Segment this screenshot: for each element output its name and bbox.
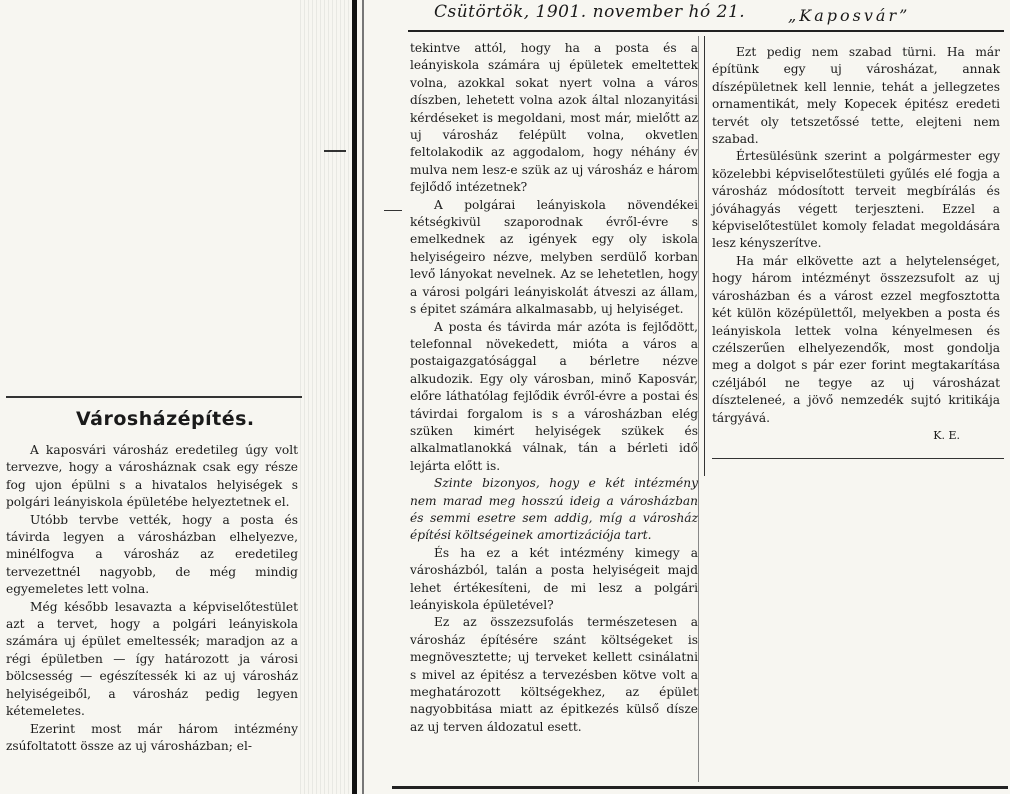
left-paragraph: A kaposvári városház eredetileg úgy volt tervezve, hogy a városháznak csak egy része fog ujon épülni s a hivatalos helyiségek s polgári leányiskola épületébe helyeztetnek el. bbox=[6, 443, 298, 510]
right-paragraph: Ha már elkövette azt a helytelenséget, hogy három intézményt összezsufolt az uj városházban és a várost ezzel megfosztotta két külön középülettől, melyekben a posta és leányiskola lettek volna kényelmesen és czélszerűen elhelyezendők, most gondolja meg a dolgot s pár ezer forint megtakarítása czéljából ne tegye az uj városházat díszteleneé, a jövő nemzedék sujtó kritikája tárgyává. bbox=[712, 253, 1000, 425]
mid-bottom-rule bbox=[392, 786, 1008, 789]
right-column bbox=[712, 44, 1000, 444]
left-margin-mark-2 bbox=[384, 210, 402, 211]
right-box-bottom bbox=[712, 458, 1004, 459]
header-rule bbox=[408, 30, 1004, 32]
middle-column bbox=[410, 40, 698, 736]
scan-noise bbox=[300, 0, 350, 794]
mid-paragraph: Ez az összezsufolás természetesen a városház építésére szánt költségeket is megnövesztette; uj terveket kellett csinálatni s mivel az épitész a tervezésben kötve volt a meghatározott költségekhez, az épület nagyobbitása miatt az épitkezés külső dísze az uj terven áldozatul esett. bbox=[410, 615, 698, 734]
page-header bbox=[372, 0, 1008, 26]
gutter-bar-left bbox=[352, 0, 357, 794]
header-date: Csütörtök, 1901. november hó 21. bbox=[434, 2, 746, 22]
gutter-bar-right bbox=[362, 0, 364, 794]
left-section-rule bbox=[6, 396, 302, 398]
left-article-body bbox=[6, 442, 298, 755]
left-paragraph: Még később lesavazta a képviselőtestület azt a tervet, hogy a polgári leányiskola számára uj épület emeltessék; maradjon az a régi épületben — így határozott ja városi bölcsesség — egészítessék ki az uj városház helyiségeiből, a városház pedig legyen kétemeletes. bbox=[6, 599, 298, 719]
column-divider bbox=[704, 36, 705, 476]
mid-paragraph: A posta és távirda már azóta is fejlődött, telefonnal növekedett, mióta a város a postaigazgatósággal a bérletre nézve alkudozik. Egy oly városban, minő Kaposvár, előre láthatólag fejlődik évről-évre a postai és távirdai forgalom is s a városházban elég szüken kimért helyiségek szükek és alkalmatlanokká válnak, tán a bérleti idő lejárta előtt is. bbox=[410, 319, 698, 473]
left-paragraph: Utóbb tervbe vették, hogy a posta és távirda legyen a városházban elhelyezve, minélfogva a városház az eredetileg tervezettnél nagyobb, de még mindig egyemeletes lett volna. bbox=[6, 512, 298, 597]
mid-right-border bbox=[698, 36, 699, 782]
article-title: Városházépítés. bbox=[76, 408, 255, 430]
right-paragraph: Értesülésünk szerint a polgármester egy közelebbi képviselőtestületi gyűlés elé fogja a városház módosított terveit megbírálás és jóváhagyás végett terjeszteni. Ezzel a képviselőtestület komoly feladat megoldására lesz kényszerítve. bbox=[712, 149, 1000, 251]
left-paragraph: Ezerint most már három intézmény zsúfoltatott össze az uj városházban; el- bbox=[6, 721, 298, 753]
mid-paragraph: Szinte bizonyos, hogy e két intézmény nem marad meg hosszú ideig a városházban és semmi esetre sem addig, míg a városház építési költségeinek amortizációja tart. bbox=[410, 476, 698, 543]
right-paragraph: Ezt pedig nem szabad türni. Ha már építünk egy uj városházat, annak díszépületnek kell lennie, tehát a jellegzetes ornamentikát, mely Kopecek épitész eredeti tervét oly tetszetőssé tette, elejteni nem szabad. bbox=[712, 45, 1000, 147]
mid-paragraph: tekintve attól, hogy ha a posta és a leányiskola számára uj épületek emeltettek volna, azokkal sokat nyert volna a város díszben, lehetett volna azok által nlozanyitási kérdéseket is megoldani, most már, mielőtt az uj városház felépült volna, okvetlen feltolakodik az aggodalom, hogy néhány év mulva nem lesz-e szük az uj városház e három fejlődő intézetnek? bbox=[410, 41, 698, 195]
mid-paragraph: A polgárai leányiskola növendékei kétségkivül szaporodnak évről-évre s emelkednek az igények egy oly iskola helyiségeiro nézve, melyben serdülő korban levő lányokat nevelnek. Az se lehetetlen, hogy a városi polgári leányiskolát átveszi az állam, s épitet számára alkalmasabb, uj helyiséget. bbox=[410, 197, 698, 317]
mid-paragraph: És ha ez a két intézmény kimegy a városházból, talán a posta helyiségeit majd lehet értékesíteni, de mi lesz a polgári leányiskola épületével? bbox=[410, 545, 698, 612]
header-title: „Kaposvár” bbox=[788, 6, 911, 25]
signature: K. E. bbox=[933, 428, 960, 442]
